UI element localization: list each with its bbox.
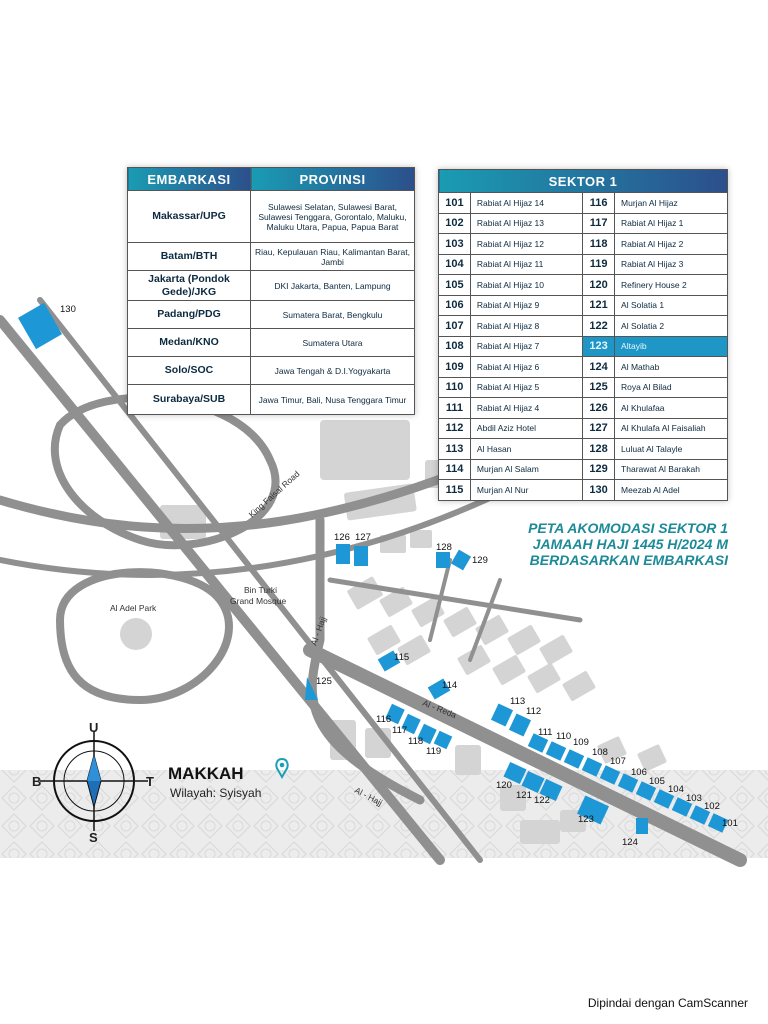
hotel-number-cell: 109	[439, 357, 471, 378]
hotel-label: 118	[408, 736, 424, 747]
hotel-name-cell: Al Mathab	[615, 357, 728, 378]
table-row	[439, 377, 728, 398]
hotel-label: 126	[334, 532, 350, 543]
embarkasi-cell: Surabaya/SUB	[128, 385, 251, 415]
provinsi-cell: Sumatera Utara	[251, 329, 415, 357]
table-row	[439, 316, 728, 337]
hotel-number-cell: 128	[583, 439, 615, 460]
table-row	[439, 336, 728, 357]
hotel-name-cell: Rabiat Al Hijaz 12	[470, 234, 582, 255]
compass-west: B	[32, 774, 42, 789]
table-row	[128, 329, 415, 357]
hotel-label: 127	[355, 532, 371, 543]
hotel-number-cell: 120	[583, 275, 615, 296]
hotel-number-cell: 106	[439, 295, 471, 316]
table-row	[439, 418, 728, 439]
embarkasi-table	[127, 167, 415, 415]
hotel-name-cell: Rabiat Al Hijaz 8	[470, 316, 582, 337]
hotel-label: 116	[376, 714, 392, 725]
hotel-label: 115	[394, 652, 410, 663]
hotel-number-cell: 102	[439, 213, 471, 234]
hotel-number-cell: 119	[583, 254, 615, 275]
table-row	[439, 234, 728, 255]
hotel-name-cell: Al Solatia 2	[615, 316, 728, 337]
hotel-name-cell: Al Khulafaa	[615, 398, 728, 419]
hotel-label: 121	[516, 790, 532, 801]
table-row	[128, 357, 415, 385]
table-row	[439, 193, 728, 214]
table-row	[128, 385, 415, 415]
hotel-number-cell: 117	[583, 213, 615, 234]
embarkasi-cell: Padang/PDG	[128, 301, 251, 329]
title-line: BERDASARKAN EMBARKASI	[529, 552, 728, 568]
hotel-label: 112	[526, 706, 542, 717]
hotel-number-cell: 110	[439, 377, 471, 398]
hotel-label: 125	[316, 676, 332, 687]
table-row	[439, 213, 728, 234]
provinsi-cell: Sumatera Barat, Bengkulu	[251, 301, 415, 329]
hotel-label: 104	[668, 784, 684, 795]
hotel-number-cell: 112	[439, 418, 471, 439]
table-row	[439, 254, 728, 275]
road-label-al-hajj: Al - Hajj	[308, 615, 329, 647]
hotel-number-cell: 107	[439, 316, 471, 337]
table-row	[439, 357, 728, 378]
table-row	[439, 439, 728, 460]
hotel-name-cell: Al Solatia 1	[615, 295, 728, 316]
sektor-table	[438, 169, 728, 501]
table-row	[128, 243, 415, 271]
road-label-king-faisal: King Faisal Road	[246, 468, 302, 520]
hotel-name-cell: Rabiat Al Hijaz 6	[470, 357, 582, 378]
hotel-number-cell: 126	[583, 398, 615, 419]
region-name: Wilayah: Syisyah	[170, 786, 262, 800]
title-line: PETA AKOMODASI SEKTOR 1	[528, 520, 728, 536]
table-row	[439, 275, 728, 296]
hotel-name-cell: Rabiat Al Hijaz 11	[470, 254, 582, 275]
hotel-number-cell: 123	[583, 336, 615, 357]
hotel-number-cell: 127	[583, 418, 615, 439]
hotel-number-cell: 113	[439, 439, 471, 460]
road-label-al-reda: Al - Reda	[421, 697, 458, 721]
mosque-label: Bin Turki	[244, 585, 278, 595]
provinsi-cell: Sulawesi Selatan, Sulawesi Barat, Sulawesi Tenggara, Gorontalo, Maluku, Maluku Utara, Papua, Papua Barat	[251, 191, 415, 243]
hotel-label: 123	[578, 814, 594, 825]
hotel-number-cell: 104	[439, 254, 471, 275]
hotel-label: 103	[686, 793, 702, 804]
table-row	[439, 295, 728, 316]
hotel-number-cell: 108	[439, 336, 471, 357]
hotel-number-cell: 122	[583, 316, 615, 337]
hotel-name-cell: Rabiat Al Hijaz 5	[470, 377, 582, 398]
hotel-name-cell: Murjan Al Salam	[470, 459, 582, 480]
hotel-label: 101	[722, 818, 738, 829]
provinsi-cell: Jawa Timur, Bali, Nusa Tenggara Timur	[251, 385, 415, 415]
table-row	[439, 459, 728, 480]
embarkasi-header: EMBARKASI	[128, 168, 251, 191]
hotel-number-cell: 121	[583, 295, 615, 316]
compass-north: U	[89, 720, 99, 735]
hotel-number-cell: 129	[583, 459, 615, 480]
hotel-name-cell: Rabiat Al Hijaz 10	[470, 275, 582, 296]
hotel-number-cell: 124	[583, 357, 615, 378]
hotel-name-cell: Al Khulafa Al Faisaliah	[615, 418, 728, 439]
hotel-name-cell: Rabiat Al Hijaz 1	[615, 213, 728, 234]
sektor-title: SEKTOR 1	[439, 170, 728, 193]
hotel-name-cell: Rabiat Al Hijaz 13	[470, 213, 582, 234]
table-row	[439, 398, 728, 419]
hotel-name-cell: Al Hasan	[470, 439, 582, 460]
hotel-label: 122	[534, 795, 550, 806]
hotel-name-cell: Roya Al Bilad	[615, 377, 728, 398]
hotel-label: 120	[496, 780, 512, 791]
title-line: JAMAAH HAJI 1445 H/2024 M	[532, 536, 728, 552]
hotel-name-cell: Luluat Al Talayle	[615, 439, 728, 460]
hotel-label: 117	[392, 725, 408, 736]
hotel-number-cell: 125	[583, 377, 615, 398]
hotel-label: 128	[436, 542, 452, 553]
hotel-name-cell: Rabiat Al Hijaz 14	[470, 193, 582, 214]
hotel-number-cell: 115	[439, 480, 471, 501]
hotel-label: 105	[649, 776, 665, 787]
hotel-label: 130	[60, 304, 76, 315]
embarkasi-cell: Jakarta (Pondok Gede)/JKG	[128, 271, 251, 301]
embarkasi-cell: Medan/KNO	[128, 329, 251, 357]
table-row	[128, 271, 415, 301]
hotel-number-cell: 118	[583, 234, 615, 255]
park-label: Al Adel Park	[110, 603, 157, 613]
mosque-label: Grand Mosque	[230, 596, 287, 606]
hotel-number-cell: 116	[583, 193, 615, 214]
hotel-name-cell: Rabiat Al Hijaz 2	[615, 234, 728, 255]
hotel-number-cell: 101	[439, 193, 471, 214]
hotel-label: 102	[704, 801, 720, 812]
table-row	[128, 301, 415, 329]
embarkasi-cell: Batam/BTH	[128, 243, 251, 271]
hotel-name-cell: Rabiat Al Hijaz 9	[470, 295, 582, 316]
hotel-number-cell: 114	[439, 459, 471, 480]
hotel-label: 111	[538, 727, 553, 738]
city-name: MAKKAH	[168, 764, 244, 783]
hotel-name-cell: Meezab Al Adel	[615, 480, 728, 501]
hotel-label: 106	[631, 767, 647, 778]
hotel-number-cell: 130	[583, 480, 615, 501]
provinsi-cell: Riau, Kepulauan Riau, Kalimantan Barat, Jambi	[251, 243, 415, 271]
hotel-number-cell: 103	[439, 234, 471, 255]
hotel-name-cell: Murjan Al Nur	[470, 480, 582, 501]
hotel-label: 110	[556, 731, 572, 742]
scanner-watermark: Dipindai dengan CamScanner	[587, 996, 748, 1010]
compass-south: S	[89, 830, 98, 845]
provinsi-cell: DKI Jakarta, Banten, Lampung	[251, 271, 415, 301]
hotel-name-cell: Rabiat Al Hijaz 7	[470, 336, 582, 357]
embarkasi-cell: Solo/SOC	[128, 357, 251, 385]
hotel-label: 129	[472, 555, 488, 566]
hotel-label: 124	[622, 837, 638, 848]
hotel-name-cell: Abdil Aziz Hotel	[470, 418, 582, 439]
hotel-label: 113	[510, 696, 526, 707]
hotel-name-cell: Tharawat Al Barakah	[615, 459, 728, 480]
hotel-label: 107	[610, 756, 626, 767]
hotel-name-cell: Murjan Al Hijaz	[615, 193, 728, 214]
compass-east: T	[146, 774, 154, 789]
table-row	[439, 480, 728, 501]
hotel-number-cell: 105	[439, 275, 471, 296]
hotel-label: 108	[592, 747, 608, 758]
hotel-label: 109	[573, 737, 589, 748]
hotel-name-cell: Refinery House 2	[615, 275, 728, 296]
table-row	[128, 191, 415, 243]
embarkasi-cell: Makassar/UPG	[128, 191, 251, 243]
hotel-label: 114	[442, 680, 458, 691]
provinsi-header: PROVINSI	[251, 168, 415, 191]
hotel-label: 119	[426, 746, 442, 757]
hotel-name-cell: Altayib	[615, 336, 728, 357]
road-label-al-hajj: Al - Hajj	[353, 784, 385, 808]
hotel-name-cell: Rabiat Al Hijaz 3	[615, 254, 728, 275]
hotel-name-cell: Rabiat Al Hijaz 4	[470, 398, 582, 419]
hotel-number-cell: 111	[439, 398, 471, 419]
provinsi-cell: Jawa Tengah & D.I.Yogyakarta	[251, 357, 415, 385]
map-title	[430, 520, 728, 568]
